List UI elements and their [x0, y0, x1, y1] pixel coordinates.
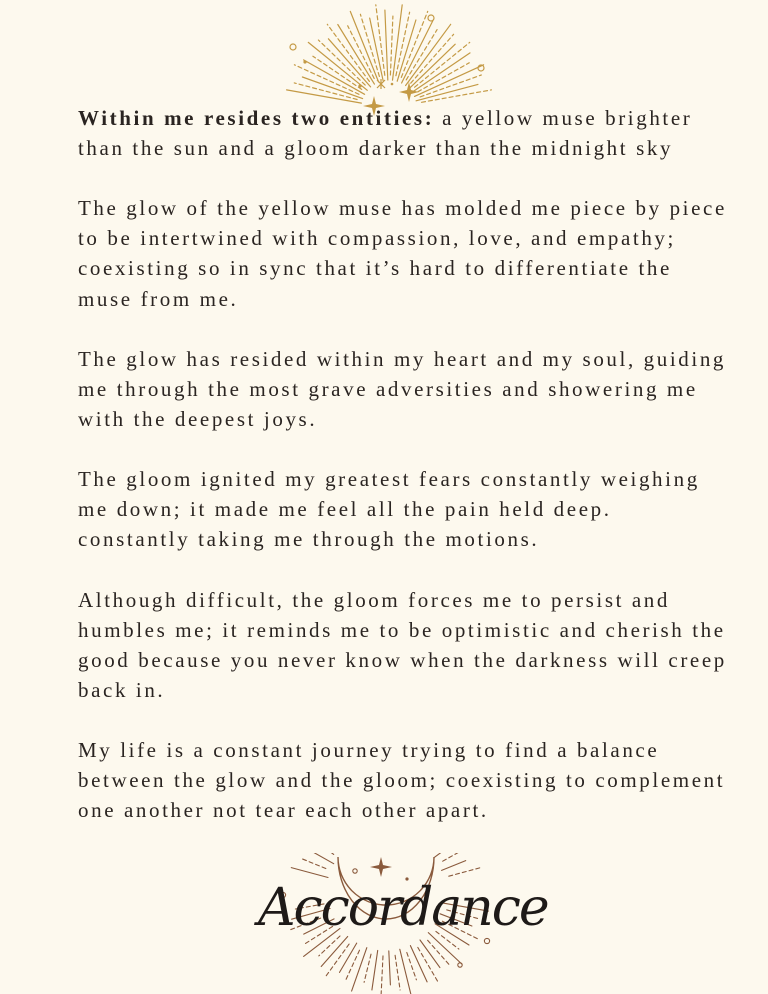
signature: Accordance — [258, 878, 548, 938]
poem-stanza-4: The gloom ignited my greatest fears constantly weighing me down; it made me feel all the pain held deep. constantly taking me through the motions. — [78, 467, 700, 552]
poem-stanza-5: Although difficult, the gloom forces me to persist and humbles me; it reminds me to be optimistic and cherish the good because you never know when the darkness will creep back in. — [78, 587, 727, 702]
poem-lead-text: a yellow muse brighter than the sun and a gloom darker than the midnight sky — [78, 106, 693, 161]
poem-stanza-6: My life is a constant journey trying to find a balance between the glow and the gloom; coexisting to complement one another not tear each other apart. — [78, 737, 726, 823]
poem-lead-bold: Within me resides two entities: — [78, 106, 435, 130]
poem-stanza-3: The glow has resided within my heart and my soul, guiding me through the most grave adversities and showering me with the deepest joys. — [78, 346, 727, 431]
sunburst-top-icon — [259, 0, 519, 118]
poem-body — [78, 103, 728, 855]
poem-stanza-2: The glow of the yellow muse has molded me piece by piece to be intertwined with compassion, love, and empathy; coexisting so in sync that it’s hard to differentiate the muse from me. — [78, 196, 727, 311]
poem-stanza-1 — [78, 103, 728, 163]
